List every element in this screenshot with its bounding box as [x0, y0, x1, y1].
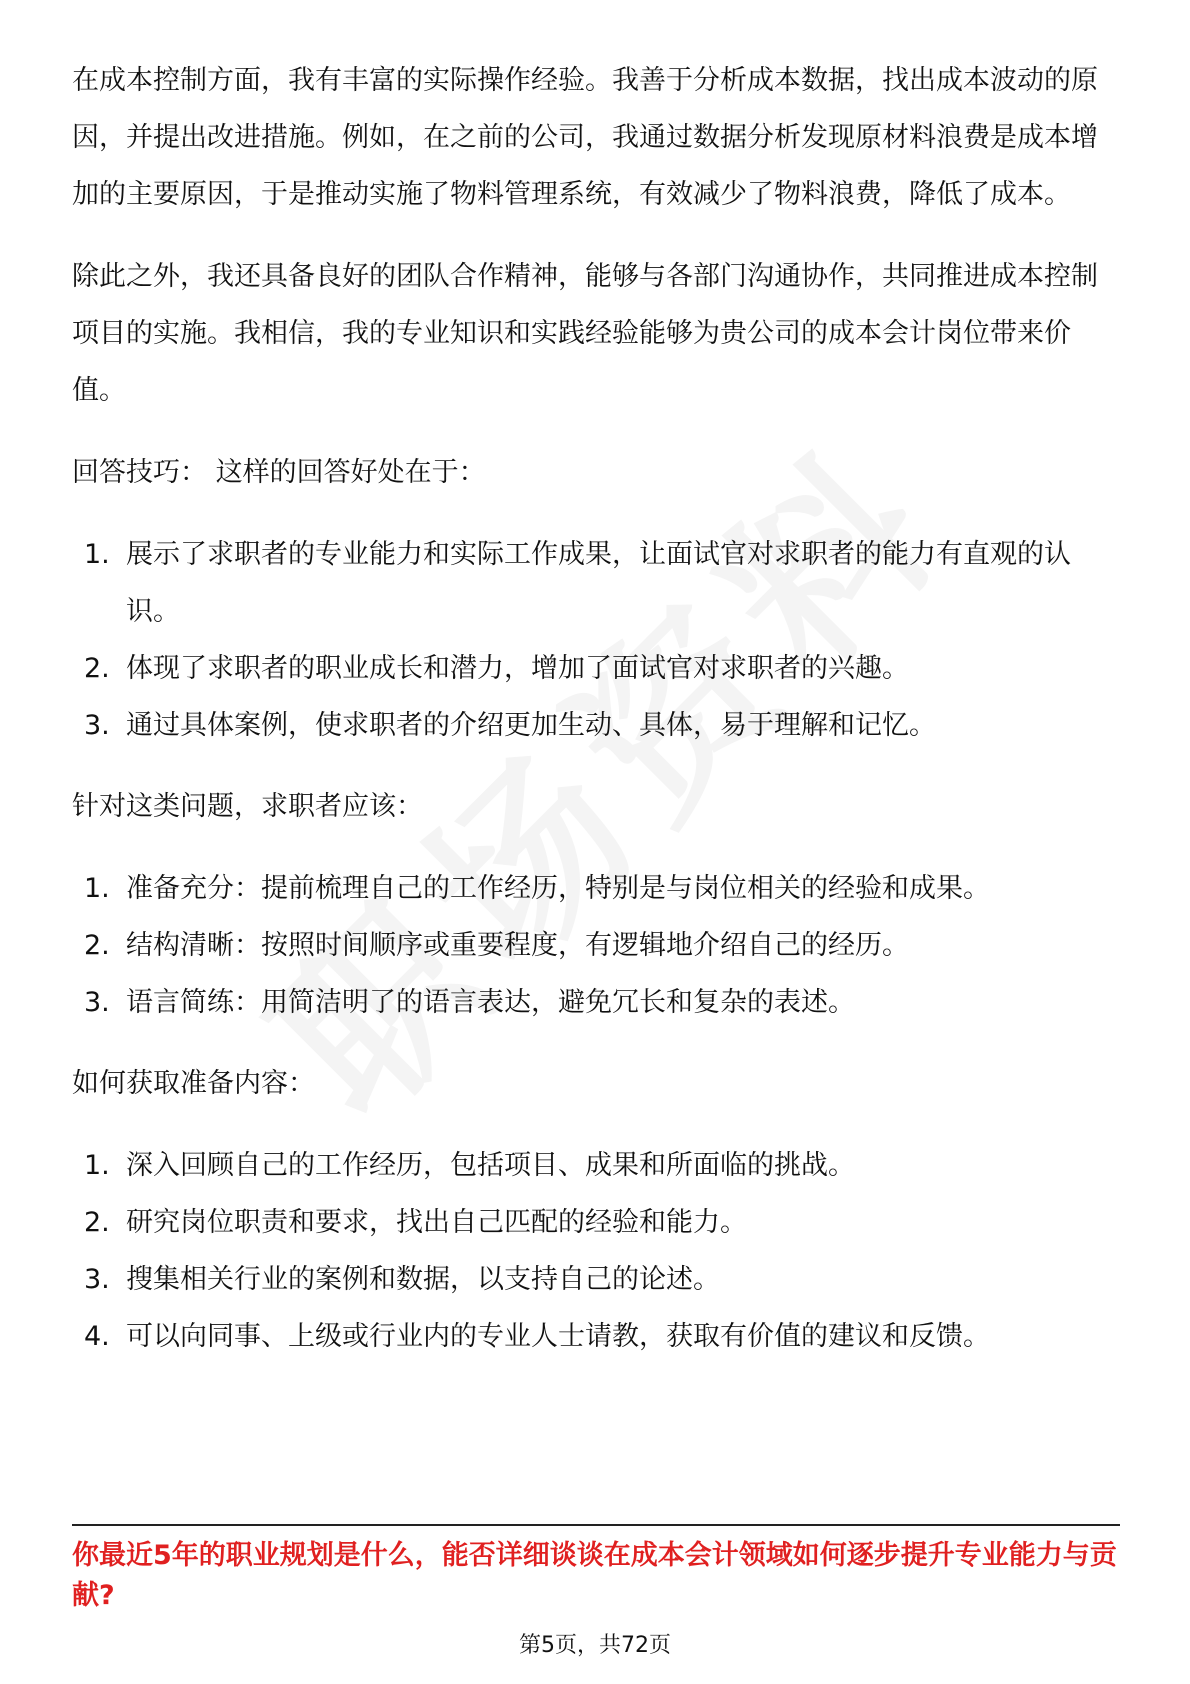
- list-item: [72, 1251, 1120, 1308]
- list-text: 准备充分：提前梳理自己的工作经历，特别是与岗位相关的经验和成果。: [126, 873, 990, 904]
- list-item: [72, 974, 1120, 1031]
- section-divider: [72, 1524, 1120, 1526]
- list-text: 通过具体案例，使求职者的介绍更加生动、具体，易于理解和记忆。: [126, 710, 936, 741]
- list-item: [72, 860, 1120, 917]
- list-number: 3.: [84, 987, 110, 1018]
- prepare-heading: 如何获取准备内容：: [72, 1068, 315, 1099]
- list-text: 体现了求职者的职业成长和潜力，增加了面试官对求职者的兴趣。: [126, 653, 909, 684]
- list-text: 深入回顾自己的工作经历，包括项目、成果和所面临的挑战。: [126, 1150, 855, 1181]
- list-item: [72, 640, 1120, 697]
- next-question-heading: 你最近5年的职业规划是什么，能否详细谈谈在成本会计领域如何逐步提升专业能力与贡献?: [72, 1540, 1117, 1611]
- list-number: 1.: [84, 873, 110, 904]
- list-item: [72, 526, 1120, 640]
- tips-list: [72, 526, 1120, 754]
- list-text: 可以向同事、上级或行业内的专业人士请教，获取有价值的建议和反馈。: [126, 1321, 990, 1352]
- list-item: [72, 1194, 1120, 1251]
- advice-list: [72, 860, 1120, 1031]
- list-number: 4.: [84, 1321, 110, 1352]
- list-number: 1.: [84, 539, 110, 570]
- list-text: 搜集相关行业的案例和数据，以支持自己的论述。: [126, 1264, 720, 1295]
- document-body: [72, 52, 1120, 1389]
- list-number: 2.: [84, 930, 110, 961]
- list-number: 2.: [84, 1207, 110, 1238]
- prepare-list: [72, 1137, 1120, 1365]
- list-number: 3.: [84, 710, 110, 741]
- list-item: [72, 1137, 1120, 1194]
- list-number: 2.: [84, 653, 110, 684]
- tips-heading: 回答技巧： 这样的回答好处在于：: [72, 457, 486, 488]
- page-number: 第5页，共72页: [519, 1633, 671, 1658]
- list-item: [72, 697, 1120, 754]
- list-number: 1.: [84, 1150, 110, 1181]
- paragraph-teamwork: 除此之外，我还具备良好的团队合作精神，能够与各部门沟通协作，共同推进成本控制项目的实施。我相信，我的专业知识和实践经验能够为贵公司的成本会计岗位带来价值。: [72, 261, 1098, 406]
- paragraph-cost-control: 在成本控制方面，我有丰富的实际操作经验。我善于分析成本数据，找出成本波动的原因，并提出改进措施。例如，在之前的公司，我通过数据分析发现原材料浪费是成本增加的主要原因，于是推动实施了物料管理系统，有效减少了物料浪费，降低了成本。: [72, 65, 1098, 210]
- advice-heading: 针对这类问题，求职者应该：: [72, 791, 423, 822]
- list-text: 结构清晰：按照时间顺序或重要程度，有逻辑地介绍自己的经历。: [126, 930, 909, 961]
- list-text: 研究岗位职责和要求，找出自己匹配的经验和能力。: [126, 1207, 747, 1238]
- list-text: 语言简练：用简洁明了的语言表达，避免冗长和复杂的表述。: [126, 987, 855, 1018]
- list-item: [72, 1308, 1120, 1365]
- list-item: [72, 917, 1120, 974]
- list-text: 展示了求职者的专业能力和实际工作成果，让面试官对求职者的能力有直观的认识。: [126, 539, 1071, 627]
- list-number: 3.: [84, 1264, 110, 1295]
